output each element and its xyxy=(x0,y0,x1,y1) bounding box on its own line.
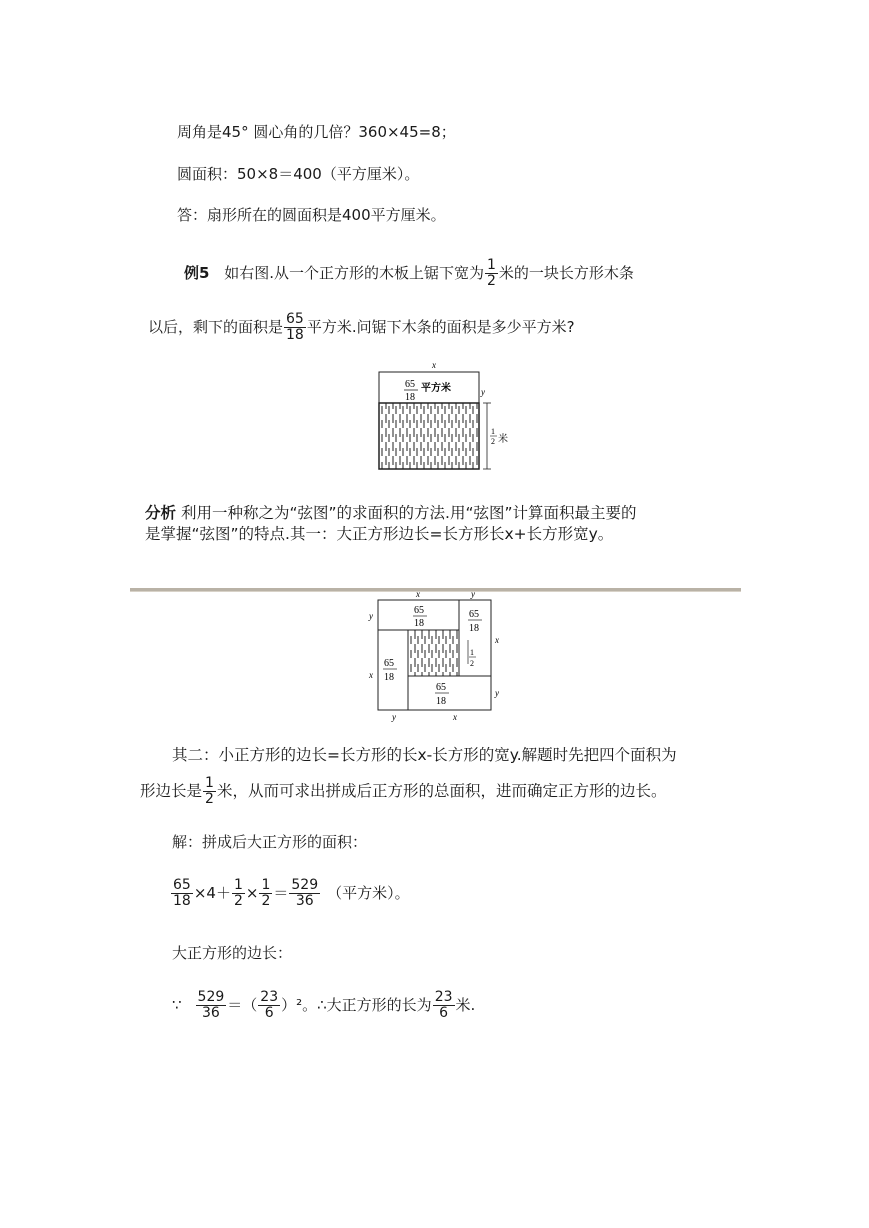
svg-text:18: 18 xyxy=(384,672,394,683)
figure-1-diagram xyxy=(370,358,530,476)
text-line-2: 圆面积：50×8＝400（平方厘米）。 xyxy=(177,165,420,183)
fraction-half: $\frac{1}{2}$ xyxy=(487,257,496,289)
figure-1-top-label: x xyxy=(432,360,436,370)
equation-2: ∵ $\frac{529}{36}$ ＝（ $\frac{23}{6}$ ）²。∴大正方形的长为 $\frac{23}{6}$ 米. xyxy=(172,989,476,1021)
example-5-line-2 xyxy=(148,312,575,343)
svg-text:65: 65 xyxy=(436,682,446,693)
svg-text:65: 65 xyxy=(469,609,479,620)
analysis-line-1 xyxy=(145,503,637,523)
example-text-c: 以后，剩下的面积是 xyxy=(148,318,284,336)
figure-1-y-label: y xyxy=(481,387,485,397)
svg-text:65: 65 xyxy=(384,658,394,669)
example-5-line-1 xyxy=(184,258,634,289)
figure-1-area-unit: 平方米 xyxy=(421,383,451,394)
figure-2-right-x: x xyxy=(495,635,499,645)
figure-2-bottom-y: y xyxy=(392,712,396,722)
analysis-line-2: 是掌握“弦图”的特点.其一：大正方形边长=长方形长x+长方形宽y。 xyxy=(145,525,614,543)
svg-text:2: 2 xyxy=(470,659,474,668)
figure-2-left-y: y xyxy=(369,611,373,621)
fraction-half-2: $\frac{1}{2}$ xyxy=(205,775,214,807)
figure-1-half-den: 2 xyxy=(491,437,495,446)
figure-2-diagram xyxy=(364,588,509,724)
figure-1-hatched-strip xyxy=(379,403,479,469)
example-text-b: 米的一块长方形木条 xyxy=(498,264,634,282)
text-line-3: 答：扇形所在的圆面积是400平方厘米。 xyxy=(177,206,446,224)
svg-text:18: 18 xyxy=(414,618,424,629)
figure-2-top-y: y xyxy=(471,589,475,599)
figure-1-half-unit: 米 xyxy=(498,434,508,445)
part2-text-b: 形边长是 xyxy=(140,782,203,800)
part2-line-1: 其二：小正方形的边长=长方形的长x-长方形的宽y.解题时先把四个面积为 xyxy=(172,746,677,764)
analysis-label: 分析 xyxy=(145,504,177,522)
figure-2-bottom-x: x xyxy=(453,712,457,722)
fraction-65-18: $\frac{65}{18}$ xyxy=(286,311,304,343)
part2-text-c: 米，从而可求出拼成后正方形的总面积，进而确定正方形的边长。 xyxy=(216,782,667,800)
example-text-a: 如右图.从一个正方形的木板上锯下宽为 xyxy=(224,264,484,282)
figure-2-center-square xyxy=(408,630,459,676)
figure-1-half-num: 1 xyxy=(491,427,495,436)
equation-1: $\frac{65}{18}$ ×4＋ $\frac{1}{2}$ × $\frac{1}{2}$ ＝ $\frac{529}{36}$ （平方米）。 xyxy=(173,877,410,909)
part2-line-2 xyxy=(140,776,666,807)
svg-text:18: 18 xyxy=(436,696,446,707)
example-label: 例5 xyxy=(184,264,210,282)
figure-1-area-num: 65 xyxy=(405,379,415,390)
side-heading: 大正方形的边长： xyxy=(172,944,293,962)
svg-text:65: 65 xyxy=(414,605,424,616)
solution-heading: 解：拼成后大正方形的面积： xyxy=(172,833,368,851)
figure-2-top-x: x xyxy=(416,589,420,599)
svg-text:1: 1 xyxy=(470,648,474,657)
figure-2-left-x: x xyxy=(369,670,373,680)
analysis-text-a: 利用一种称之为“弦图”的求面积的方法.用“弦图”计算面积最主要的 xyxy=(180,504,637,522)
figure-1-area-den: 18 xyxy=(405,392,415,403)
figure-2-right-y: y xyxy=(495,688,499,698)
text-line-1: 周角是45° 圆心角的几倍？360×45=8； xyxy=(177,123,456,141)
svg-text:18: 18 xyxy=(469,623,479,634)
example-text-d: 平方米.问锯下木条的面积是多少平方米? xyxy=(306,318,575,336)
